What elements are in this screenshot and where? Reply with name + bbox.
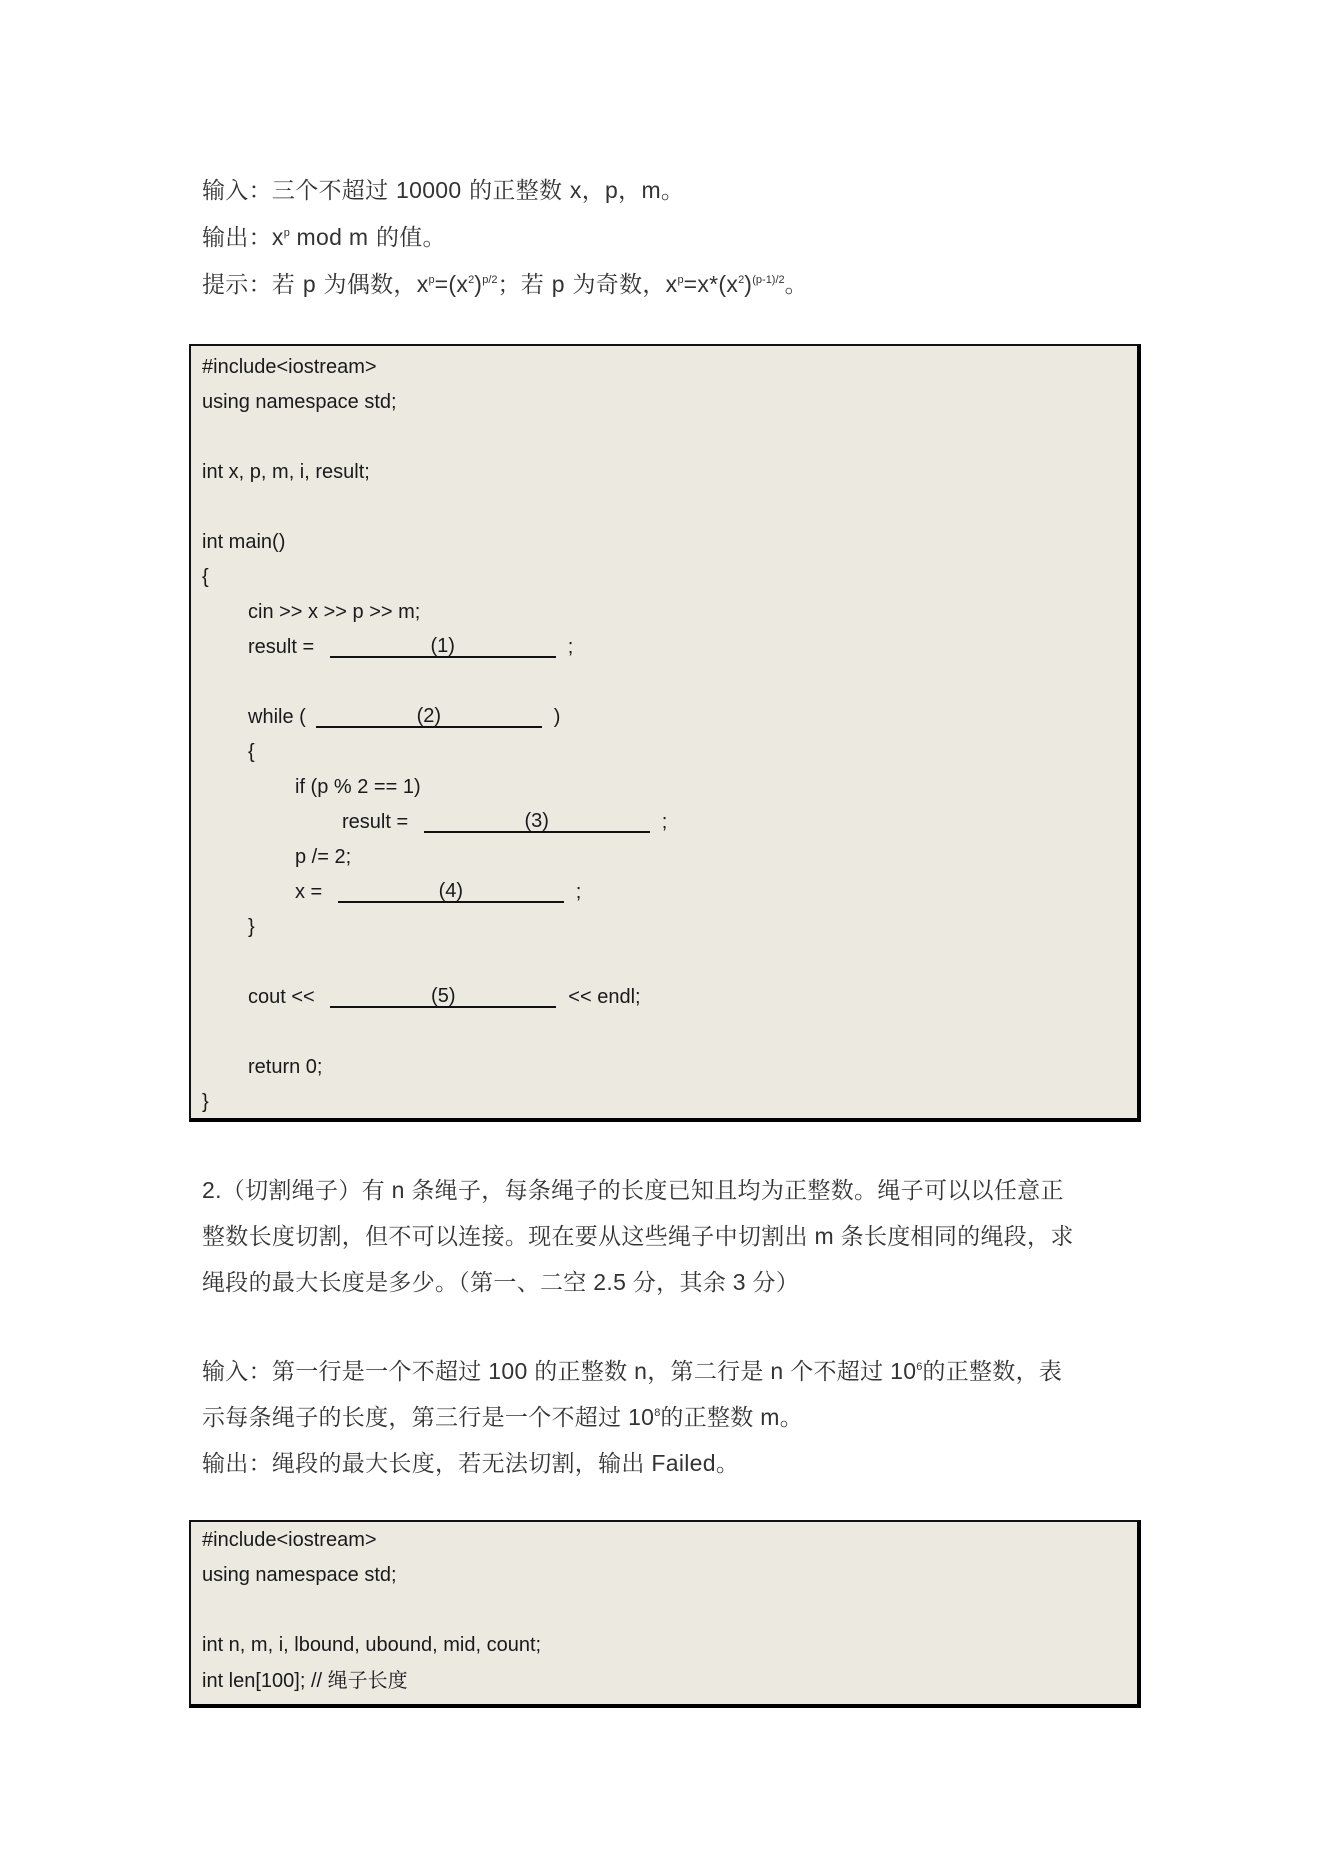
text: 输入：三个不超过: [202, 178, 397, 204]
code-line: return 0;: [248, 1056, 323, 1078]
statement-line: 绳段的最大长度是多少。（第一、二空 2.5 分，其余 3 分）: [202, 1269, 800, 1295]
superscript: 8: [654, 1407, 661, 1419]
text: x: [271, 224, 284, 250]
problem2-input-line: [202, 1394, 1152, 1440]
fill-blank-4[interactable]: [338, 877, 564, 903]
fill-blank-2[interactable]: [316, 702, 542, 728]
code-line: int n, m, i, lbound, ubound, mid, count;: [202, 1634, 542, 1656]
code-line: #include<iostream>: [202, 1529, 377, 1551]
problem2-io-description: [202, 1348, 1152, 1486]
code-line: [202, 875, 1137, 910]
code-line: #include<iostream>: [202, 356, 377, 378]
code-text: cout <<: [248, 986, 321, 1008]
code-text: ): [553, 706, 561, 728]
text: 输出：: [202, 225, 272, 251]
superscript: p: [428, 274, 435, 286]
problem1-input-line: [202, 167, 1152, 214]
code-text: ;: [575, 881, 582, 903]
blank-label: (5): [431, 985, 456, 1007]
code-line: {: [248, 741, 255, 763]
blank-label: (1): [430, 635, 455, 657]
statement-line: 2.（切割绳子）有 n 条绳子，每条绳子的长度已知且均为正整数。绳子可以以任意正: [202, 1177, 1064, 1203]
blank-label: (3): [524, 810, 549, 832]
problem2-input-line: [202, 1348, 1152, 1394]
superscript: 6: [916, 1361, 923, 1373]
code-line-blank: [202, 420, 1137, 455]
code-text: result =: [342, 811, 414, 833]
code-text: ;: [661, 811, 668, 833]
text: 为偶数，: [315, 272, 417, 298]
problem2-output-line: 输出：绳段的最大长度，若无法切割，输出 Failed。: [202, 1450, 740, 1476]
code-line: [202, 700, 1137, 735]
text: 的正整数，表: [922, 1358, 1063, 1384]
text: 10000: [396, 177, 462, 203]
text: 的正整数 m。: [660, 1404, 804, 1430]
text: ): [744, 271, 753, 297]
text: 的正整数: [461, 178, 570, 204]
code-line-blank: [202, 1593, 1137, 1628]
code-text: << endl;: [568, 986, 641, 1008]
code-line-blank: [202, 1015, 1137, 1050]
code-line: [202, 1663, 1137, 1698]
code-line: cin >> x >> p >> m;: [248, 601, 421, 623]
text: p: [605, 177, 619, 203]
code-line: if (p % 2 == 1): [295, 776, 421, 798]
code-text: while (: [248, 706, 306, 728]
code-line: p /= 2;: [295, 846, 352, 868]
text: x: [569, 177, 582, 203]
code-line: using namespace std;: [202, 391, 397, 413]
superscript: p: [677, 274, 684, 286]
code-line: [202, 980, 1137, 1015]
code-line: int main(): [202, 531, 286, 553]
text: ，: [581, 178, 606, 204]
blank-label: (4): [438, 880, 464, 902]
fill-blank-3[interactable]: [424, 807, 650, 833]
text: p: [551, 271, 565, 297]
code-comment: 绳子长度: [327, 1668, 408, 1692]
problem1-hint-line: [202, 261, 1152, 308]
fill-blank-5[interactable]: [330, 982, 556, 1008]
problem2-code-box: [189, 1520, 1141, 1708]
superscript: (p-1)/2: [752, 274, 785, 286]
code-line: }: [248, 916, 255, 938]
code-line: using namespace std;: [202, 1564, 397, 1586]
text: =x*(x: [683, 271, 739, 297]
text: 的值。: [368, 225, 446, 251]
fill-blank-1[interactable]: [330, 632, 556, 658]
text: 提示：若: [202, 272, 303, 298]
code-line-blank: [202, 490, 1137, 525]
problem1-description: [202, 167, 1152, 308]
code-line-blank: [202, 665, 1137, 700]
text: 。: [660, 178, 685, 204]
code-line: {: [202, 566, 209, 588]
code-line: }: [202, 1091, 209, 1113]
text: ；若: [497, 272, 552, 298]
problem1-code-box: [189, 344, 1141, 1122]
statement-line: 整数长度切割，但不可以连接。现在要从这些绳子中切割出 m 条长度相同的绳段，求: [202, 1223, 1074, 1249]
code-line: [202, 805, 1137, 840]
problem1-output-line: [202, 214, 1152, 261]
superscript: 2: [738, 274, 745, 286]
text: p: [302, 271, 316, 297]
text: x: [416, 271, 429, 297]
blank-label: (2): [416, 705, 442, 727]
code-line-blank: [202, 945, 1137, 980]
text: mod m: [289, 224, 369, 250]
superscript: p: [283, 227, 290, 239]
problem2-statement: [202, 1167, 1152, 1305]
superscript: 2: [468, 274, 475, 286]
text: 示每条绳子的长度，第三行是一个不超过 10: [202, 1404, 655, 1430]
text: 为奇数，: [564, 272, 666, 298]
code-text: x =: [295, 881, 328, 903]
code-text: result =: [248, 636, 320, 658]
code-line: [202, 630, 1137, 665]
text: 。: [784, 272, 808, 298]
text: =(x: [434, 271, 469, 297]
text: x: [665, 271, 678, 297]
text: 输入：第一行是一个不超过 100 的正整数 n，第二行是 n 个不超过 10: [202, 1358, 917, 1384]
code-line: int x, p, m, i, result;: [202, 461, 370, 483]
text: ): [474, 271, 483, 297]
code-text: int len[100]; //: [202, 1670, 328, 1692]
text: ，: [618, 178, 642, 204]
text: m: [641, 177, 661, 203]
code-text: ;: [567, 636, 574, 658]
superscript: p/2: [482, 274, 498, 286]
